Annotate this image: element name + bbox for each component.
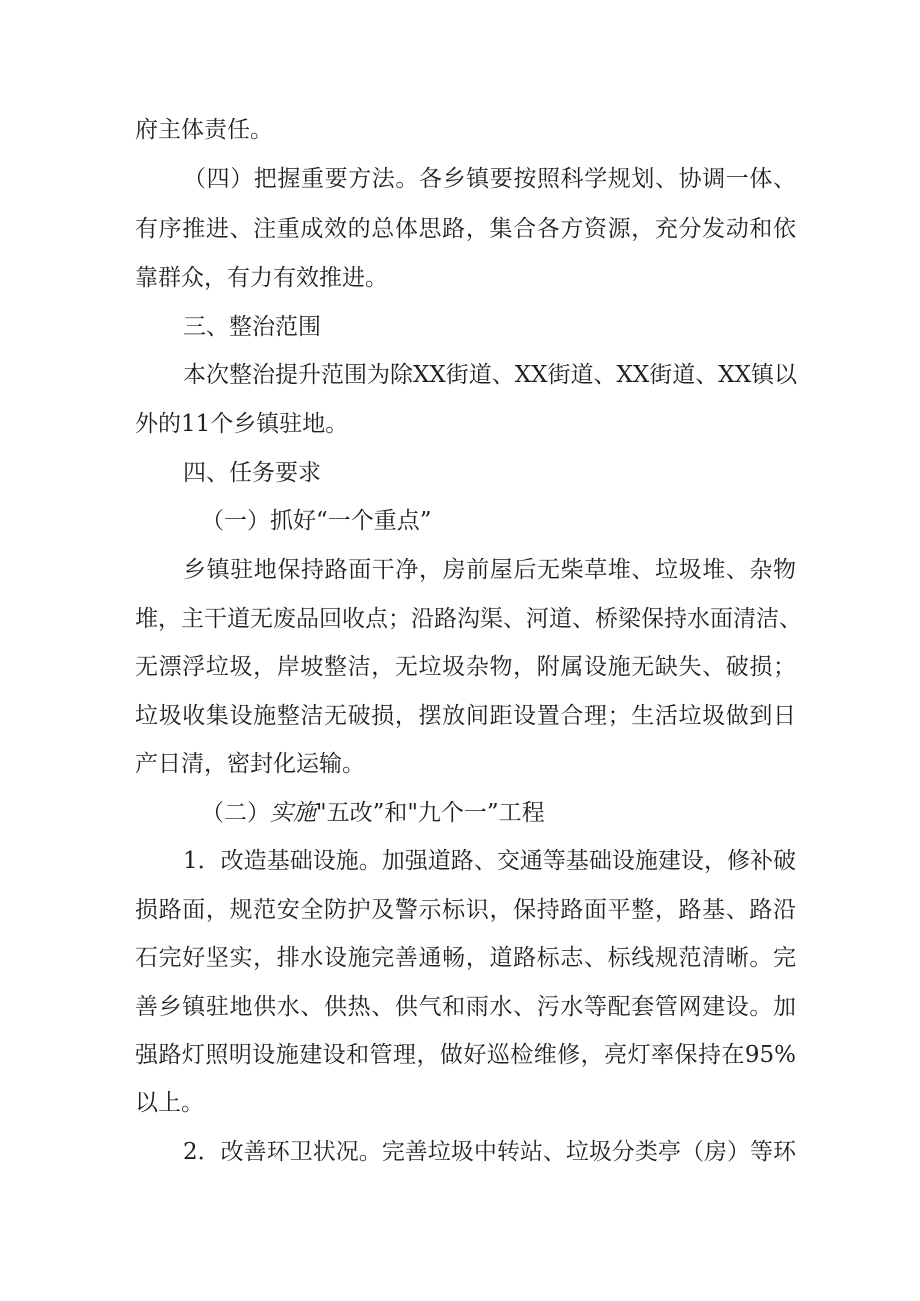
paragraph-line: 府主体责任。 <box>135 117 273 143</box>
paragraph-line: 垃圾收集设施整洁无破损，摆放间距设置合理；生活垃圾做到日 <box>135 703 796 729</box>
paragraph-line: 善乡镇驻地供水、供热、供气和雨水、污水等配套管网建设。加 <box>135 994 796 1020</box>
paragraph-line: 强路灯照明设施建设和管理，做好巡检维修，亮灯率保持在95% <box>135 1042 796 1068</box>
paragraph-line: 石完好坚实，排水设施完善通畅，道路标志、标线规范清晰。完 <box>135 945 796 971</box>
paragraph-line: 1．改造基础设施。加强道路、交通等基础设施建设，修补破 <box>183 848 796 874</box>
paragraph-line: 有序推进、注重成效的总体思路，集合各方资源，充分发动和依 <box>135 216 796 242</box>
paragraph-line: 本次整治提升范围为除XX街道、XX街道、XX街道、XX镇以 <box>183 362 797 388</box>
heading-prefix: （二） <box>201 800 270 826</box>
subsection-heading: （一）抓好“一个重点” <box>201 508 432 534</box>
subsection-heading <box>201 798 920 828</box>
paragraph-line: 外的11个乡镇驻地。 <box>135 411 349 437</box>
heading-suffix: "五改”和"九个一”工程 <box>316 800 545 826</box>
paragraph-line: 2．改善环卫状况。完善垃圾中转站、垃圾分类亭（房）等环 <box>183 1139 796 1165</box>
paragraph-line: 靠群众，有力有效推进。 <box>135 265 388 291</box>
paragraph-line: 堆，主干道无废品回收点；沿路沟渠、河道、桥梁保持水面清洁、 <box>135 606 802 632</box>
section-heading: 四、任务要求 <box>183 460 321 486</box>
paragraph-line: （四）把握重要方法。各乡镇要按照科学规划、协调一体、 <box>183 166 796 192</box>
paragraph-line: 乡镇驻地保持路面干净，房前屋后无柴草堆、垃圾堆、杂物 <box>183 557 796 583</box>
paragraph-line: 损路面，规范安全防护及警示标识，保持路面平整，路基、路沿 <box>135 897 796 923</box>
heading-italic-text: 实施 <box>270 800 316 826</box>
paragraph-line: 产日清，密封化运输。 <box>135 751 365 777</box>
section-heading: 三、整治范围 <box>183 314 321 340</box>
paragraph-line: 以上。 <box>135 1090 204 1116</box>
paragraph-line: 无漂浮垃圾，岸坡整洁，无垃圾杂物，附属设施无缺失、破损； <box>135 654 796 680</box>
